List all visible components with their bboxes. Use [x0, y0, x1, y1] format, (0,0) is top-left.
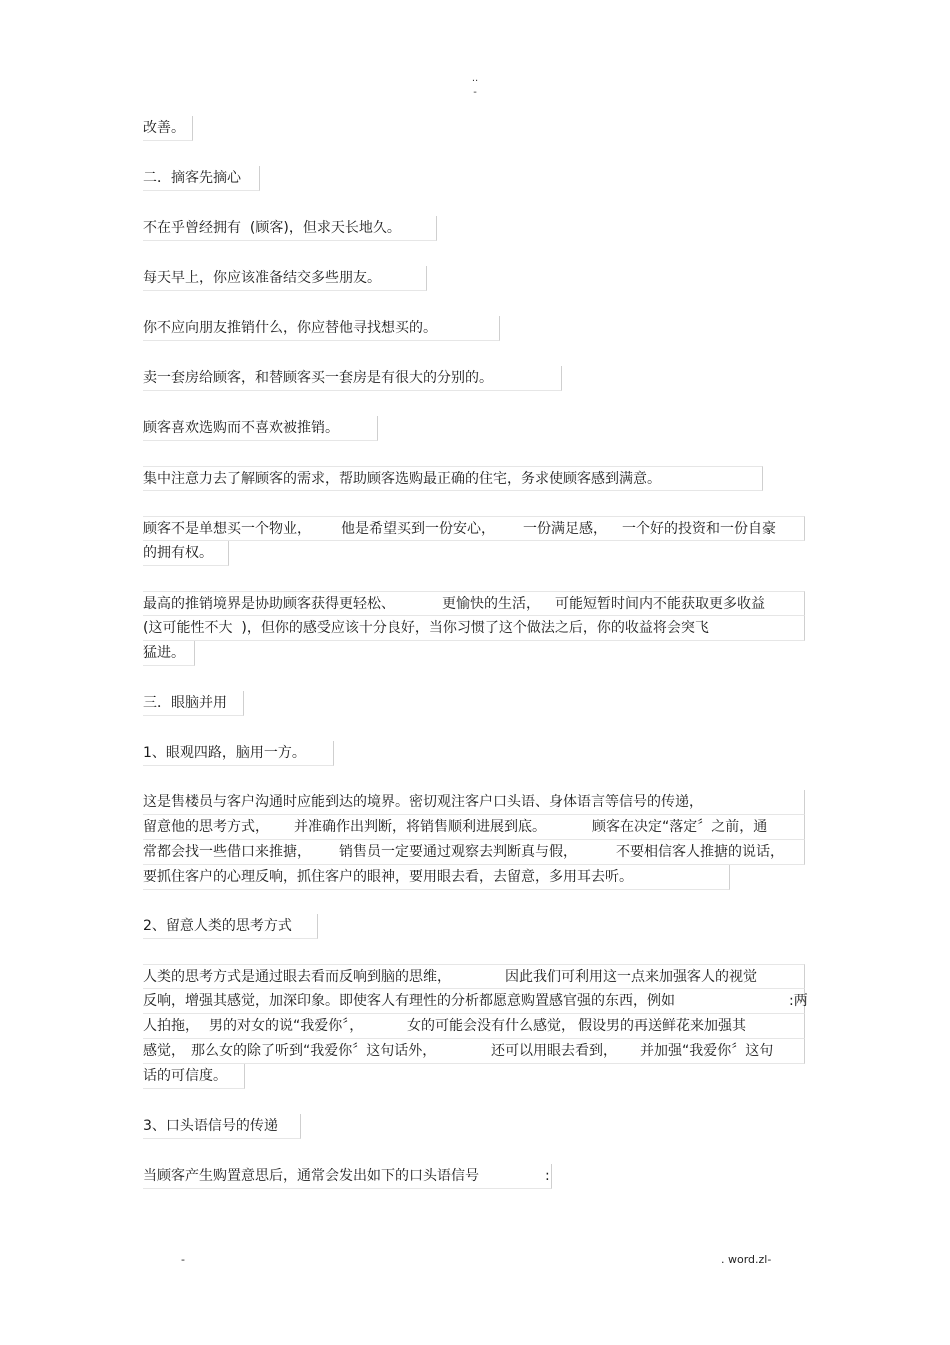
text-run: :	[545, 1168, 550, 1184]
section-heading-3	[143, 691, 244, 716]
paragraph-line	[143, 989, 808, 1014]
paragraph-line	[143, 840, 805, 865]
paragraph-line: 猛进。	[143, 641, 195, 666]
text-run: 一个好的投资和一份自豪	[622, 521, 776, 537]
header-dots: ..	[471, 73, 479, 84]
text-line	[143, 466, 763, 491]
text-run: 他是希望买到一份安心，	[341, 521, 495, 537]
text-run: 可能短暂时间内不能获取更多收益	[555, 596, 765, 612]
text-line	[143, 416, 378, 441]
paragraph	[143, 964, 808, 1089]
text-run: 感觉，	[143, 1043, 185, 1059]
paragraph-line	[143, 815, 805, 840]
text-run: 更愉快的生活，	[442, 596, 540, 612]
paragraph-line: (这可能性不大 )，但你的感受应该十分良好，当你习惯了这个做法之后，你的收益将会突飞	[143, 616, 805, 641]
text-line	[143, 116, 193, 141]
text-run: 还可以用眼去看到，	[491, 1043, 617, 1059]
paragraph	[143, 516, 805, 566]
heading-text: 1、眼观四路，脑用一方。	[143, 741, 334, 766]
text-run: 销售员一定要通过观察去判断真与假，	[339, 844, 577, 860]
text-run: 并加强“我爱你〞这句	[640, 1043, 774, 1059]
heading-text: 2、留意人类的思考方式	[143, 914, 318, 939]
text-run: 女的可能会没有什么感觉，	[407, 1018, 575, 1034]
heading-text: 3、口头语信号的传递	[143, 1114, 301, 1139]
paragraph-line	[143, 1014, 805, 1039]
text-run: 顾客不是单想买一个物业，	[143, 521, 311, 537]
heading-text: 三．眼脑并用	[143, 691, 244, 716]
line-text: 每天早上，你应该准备结交多些朋友。	[143, 266, 427, 291]
line-text	[143, 1164, 552, 1189]
text-run: 人类的思考方式是通过眼去看而反响到脑的思维，	[143, 969, 451, 985]
header-dash: -	[473, 87, 477, 98]
text-run: 一份满足感，	[523, 521, 607, 537]
paragraph-line	[143, 516, 805, 541]
text-run: 最高的推销境界是协助顾客获得更轻松、	[143, 596, 395, 612]
paragraph-line: 的拥有权。	[143, 541, 229, 566]
section-heading-2	[143, 166, 260, 191]
line-text: 顾客喜欢选购而不喜欢被推销。	[143, 416, 378, 441]
text-line	[143, 266, 427, 291]
text-line	[143, 366, 562, 391]
text-run: 并准确作出判断，将销售顺利进展到底。	[294, 819, 546, 835]
heading-text: 二．摘客先摘心	[143, 166, 260, 191]
paragraph-line	[143, 964, 805, 989]
subheading	[143, 1114, 301, 1139]
line-text: 卖一套房给顾客，和替顾客买一套房是有很大的分别的。	[143, 366, 562, 391]
text-line	[143, 216, 437, 241]
paragraph-line	[143, 591, 805, 616]
line-text: 集中注意力去了解顾客的需求，帮助顾客选购最正确的住宅，务求使顾客感到满意。	[143, 466, 763, 491]
text-run: 那么女的除了听到“我爱你〞这句话外，	[191, 1043, 437, 1059]
subheading	[143, 741, 334, 766]
paragraph-line: 这是售楼员与客户沟通时应能到达的境界。密切观注客户口头语、身体语言等信号的传递，	[143, 790, 805, 815]
text-run: 因此我们可利用这一点来加强客人的视觉	[505, 969, 757, 985]
text-run: 当顾客产生购置意思后，通常会发出如下的口头语信号	[143, 1168, 479, 1184]
footer-left: -	[181, 1253, 185, 1266]
paragraph	[143, 591, 805, 666]
text-line	[143, 1164, 552, 1189]
text-run: 男的对女的说“我爱你〞，	[209, 1018, 364, 1034]
paragraph-line	[143, 1039, 805, 1064]
paragraph-line: 话的可信度。	[143, 1064, 245, 1089]
text-run: 留意他的思考方式，	[143, 819, 269, 835]
text-run: 假设男的再送鲜花来加强其	[578, 1018, 746, 1034]
text-run: 常都会找一些借口来推搪，	[143, 844, 311, 860]
line-text: 你不应向朋友推销什么，你应替他寻找想买的。	[143, 316, 500, 341]
paragraph	[143, 790, 805, 890]
line-text: 不在乎曾经拥有 (顾客)，但求天长地久。	[143, 216, 437, 241]
paragraph-line: 要抓住客户的心理反响，抓住客户的眼神，要用眼去看，去留意，多用耳去听。	[143, 865, 730, 890]
subheading	[143, 914, 318, 939]
text-run: :两	[789, 993, 808, 1009]
text-run: 人拍拖，	[143, 1018, 199, 1034]
text-run: 反响，增强其感觉，加深印象。即使客人有理性的分析都愿意购置感官强的东西，例如	[143, 993, 675, 1009]
line-text: 改善。	[143, 116, 193, 141]
text-line	[143, 316, 500, 341]
text-run: 不要相信客人推搪的说话，	[616, 844, 784, 860]
text-run: 顾客在决定“落定〞之前，通	[592, 819, 768, 835]
footer-right: . word.zl-	[721, 1253, 772, 1266]
